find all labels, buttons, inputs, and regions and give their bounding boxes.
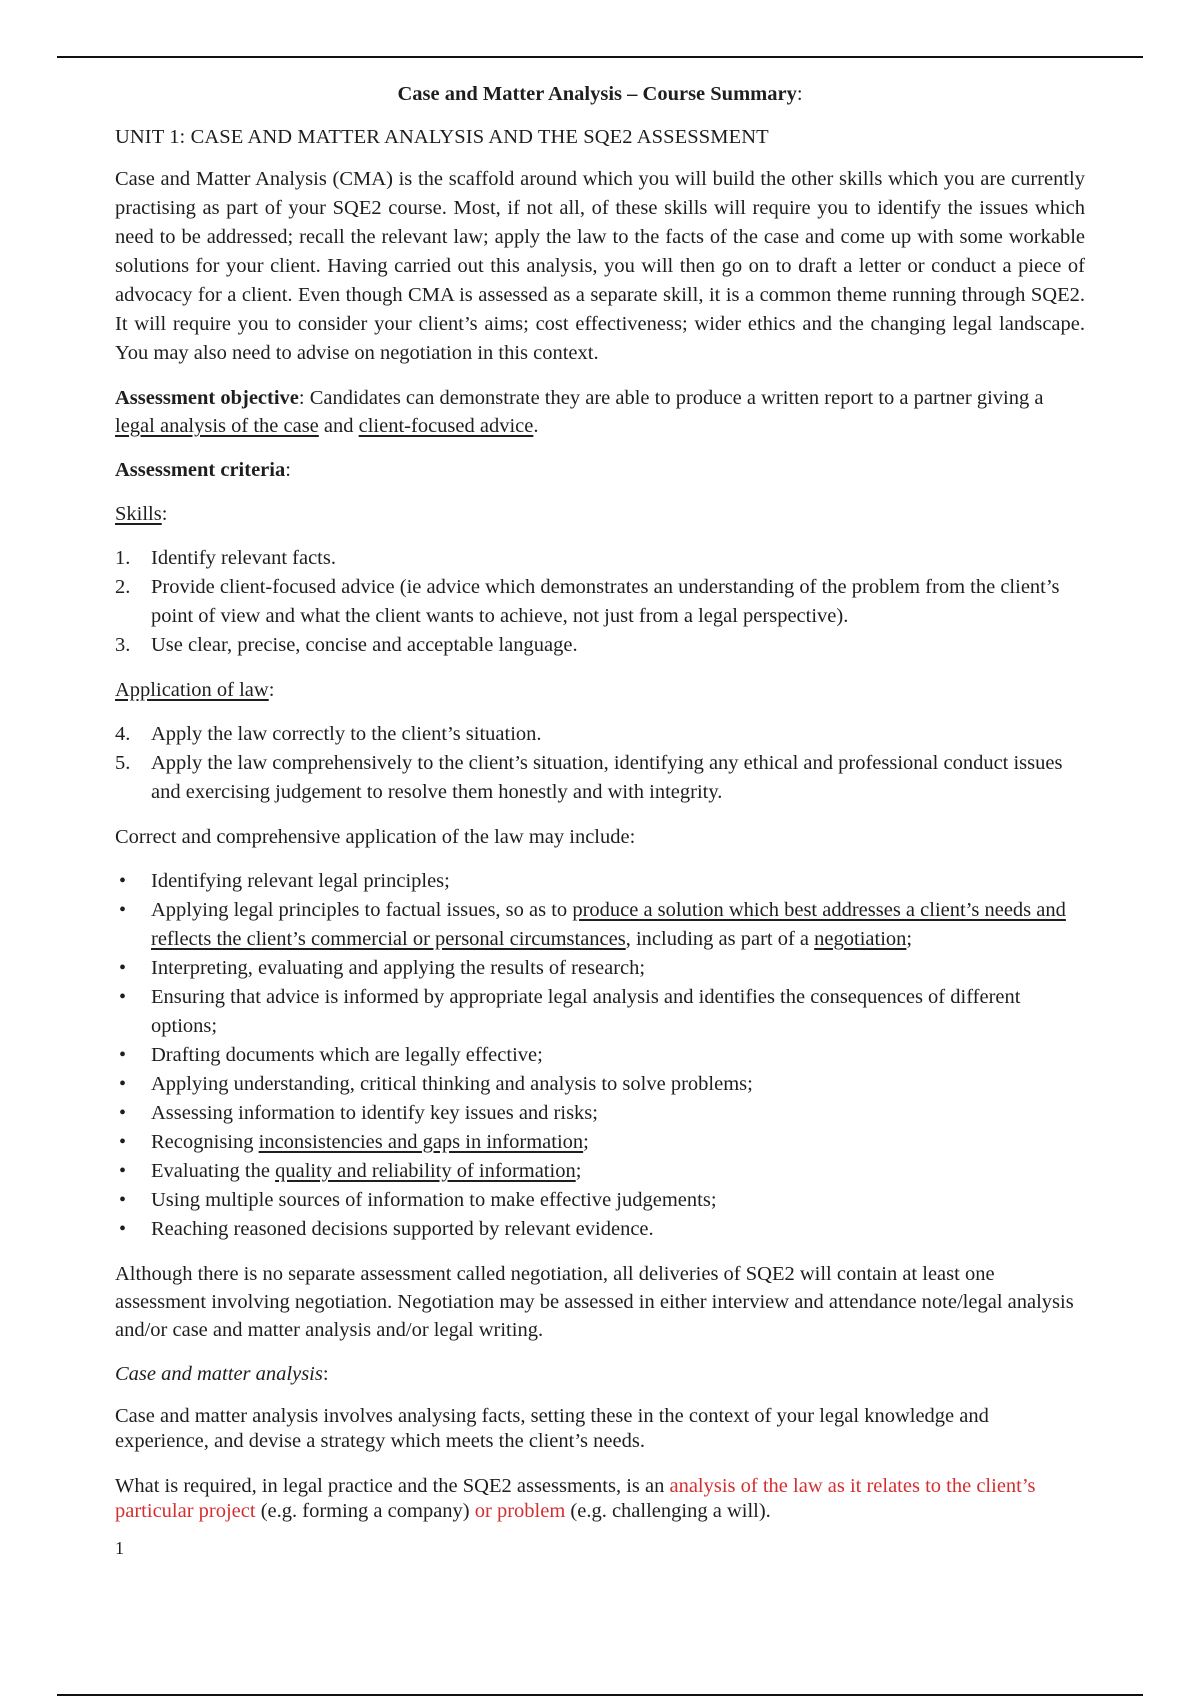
intro-paragraph: Case and Matter Analysis (CMA) is the scaffold around which you will build the other skills which you are currently practising as part of your SQE2 course. Most, if not all, of these skills will require you to identify the issues which need to be addressed; recall the relevant law; apply the law to the facts of the case and come up with some workable solutions for your client. Having carried out this analysis, you will then go on to draft a letter or conduct a piece of advocacy for a client. Even though CMA is assessed as a separate skill, it is a common theme running through SQE2. It will require you to consider your client’s aims; cost effectiveness; wider ethics and the changing legal landscape. You may also need to advise on negotiation in this context. <box>115 168 1085 364</box>
required-paragraph: What is required, in legal practice and the SQE2 assessments, is an analysis of the law as it relates to the client’s particular project (e.g. forming a company) or problem (e.g. challenging a will). <box>115 1475 1036 1522</box>
cma-heading: Case and matter analysis: <box>115 1363 329 1385</box>
negotiation-paragraph: Although there is no separate assessment called negotiation, all deliveries of SQE2 will contain at least one assessment involving negotiation. Negotiation may be assessed in either interview and attendance note/legal analysis and/or case and matter analysis and/or legal writing. <box>115 1263 1074 1341</box>
list-item: • Applying understanding, critical thinking and analysis to solve problems; <box>115 1070 1085 1099</box>
bullet-icon: • <box>119 870 127 892</box>
list-item: • Drafting documents which are legally effective; <box>115 1041 1085 1070</box>
assessment-objective: Assessment objective: Candidates can demonstrate they are able to produce a written report to a partner giving a legal analysis of the case and client-focused advice. <box>115 387 1044 437</box>
list-item: • Identifying relevant legal principles; <box>115 867 1085 896</box>
application-list <box>115 720 1085 807</box>
bottom-rule <box>57 1694 1143 1696</box>
bullet-icon: • <box>119 1218 127 1240</box>
assessment-criteria-heading: Assessment criteria: <box>115 459 291 481</box>
cma-paragraph: Case and matter analysis involves analysing facts, setting these in the context of your legal knowledge and experience, and devise a strategy which meets the client’s needs. <box>115 1405 989 1452</box>
list-item: 2. Provide client-focused advice (ie advice which demonstrates an understanding of the problem from the client’s point of view and what the client wants to achieve, not just from a legal perspective). <box>115 576 1060 627</box>
may-include-text: Correct and comprehensive application of the law may include: <box>115 826 636 848</box>
list-item: 4. Apply the law correctly to the client’s situation. <box>115 723 542 745</box>
bullet-icon: • <box>119 1044 127 1066</box>
list-item: 3. Use clear, precise, concise and acceptable language. <box>115 634 578 656</box>
skills-heading: Skills: <box>115 503 168 525</box>
bullet-icon: • <box>119 899 127 921</box>
list-item: • Reaching reasoned decisions supported by relevant evidence. <box>115 1215 1085 1244</box>
bullet-icon: • <box>119 1073 127 1095</box>
list-item: • Using multiple sources of information to make effective judgements; <box>115 1186 1085 1215</box>
bullet-icon: • <box>119 1102 127 1124</box>
list-item: • Assessing information to identify key issues and risks; <box>115 1099 1085 1128</box>
list-item: • Recognising inconsistencies and gaps in information; <box>115 1128 1085 1157</box>
bullet-icon: • <box>119 1160 127 1182</box>
list-item: • Interpreting, evaluating and applying the results of research; <box>115 954 1085 983</box>
page-title: Case and Matter Analysis – Course Summary: <box>397 83 803 105</box>
application-bullets <box>115 867 1085 1244</box>
bullet-icon: • <box>119 1189 127 1211</box>
bullet-icon: • <box>119 986 127 1008</box>
page-number: 1 <box>115 1538 124 1558</box>
list-item: • Evaluating the quality and reliability of information; <box>115 1157 1085 1186</box>
unit-heading: UNIT 1: CASE AND MATTER ANALYSIS AND THE SQE2 ASSESSMENT <box>115 126 769 148</box>
skills-list <box>115 544 1085 660</box>
application-heading: Application of law: <box>115 679 275 701</box>
list-item: 1. Identify relevant facts. <box>115 547 336 569</box>
bullet-icon: • <box>119 1131 127 1153</box>
bullet-icon: • <box>119 957 127 979</box>
list-item: • Applying legal principles to factual issues, so as to produce a solution which best addresses a client’s needs and reflects the client’s commercial or personal circumstances, including as part of a negotiation; <box>115 896 1085 954</box>
list-item: • Ensuring that advice is informed by appropriate legal analysis and identifies the consequences of different options; <box>115 983 1085 1041</box>
document-page <box>115 83 1085 1559</box>
list-item: 5. Apply the law comprehensively to the client’s situation, identifying any ethical and professional conduct issues and exercising judgement to resolve them honestly and with integrity. <box>115 752 1063 803</box>
top-rule <box>57 56 1143 58</box>
